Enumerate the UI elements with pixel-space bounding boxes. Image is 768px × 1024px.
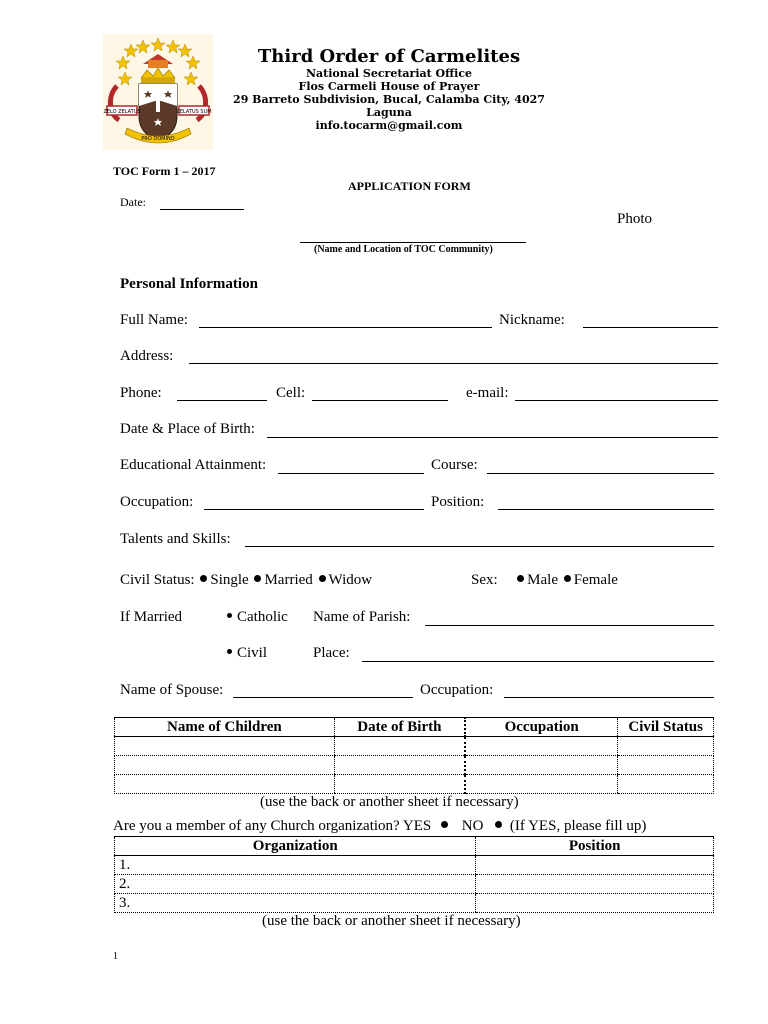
house-of-prayer: Flos Carmeli House of Prayer	[298, 80, 480, 93]
cell-label: Cell:	[276, 385, 306, 401]
nickname-field[interactable]	[583, 327, 718, 328]
photo-label: Photo	[617, 211, 653, 227]
single-option[interactable]: Single	[210, 572, 249, 588]
col-organization: Organization	[115, 837, 476, 856]
catholic-row	[227, 609, 288, 626]
date-field[interactable]	[160, 209, 244, 210]
table-cell[interactable]	[476, 875, 714, 894]
table-cell[interactable]: 2.	[115, 875, 476, 894]
organization-address: 29 Barreto Subdivision, Bucal, Calamba City, 4027 Laguna	[233, 93, 545, 119]
catholic-bullet[interactable]	[227, 613, 232, 618]
table-cell[interactable]	[476, 856, 714, 875]
birth-field[interactable]	[267, 437, 718, 438]
married-option[interactable]: Married	[264, 572, 313, 588]
parish-field[interactable]	[425, 625, 714, 626]
phone-label: Phone:	[120, 385, 162, 401]
table-row	[115, 737, 714, 756]
table-row	[115, 894, 714, 913]
church-table-header	[115, 837, 714, 856]
full-name-label: Full Name:	[120, 312, 188, 328]
table-cell[interactable]	[618, 737, 714, 756]
catholic-option[interactable]: Catholic	[237, 609, 288, 625]
position-field[interactable]	[498, 509, 714, 510]
address-label: Address:	[120, 348, 174, 364]
civil-option[interactable]: Civil	[237, 645, 268, 661]
table-row	[115, 775, 714, 794]
occupation-field[interactable]	[204, 509, 424, 510]
course-field[interactable]	[487, 473, 714, 474]
talents-field[interactable]	[245, 546, 714, 547]
civil-row	[227, 645, 267, 662]
parish-label: Name of Parish:	[313, 609, 411, 625]
no-option[interactable]: NO	[461, 818, 484, 834]
spouse-field[interactable]	[233, 697, 413, 698]
table-row	[115, 756, 714, 775]
community-field[interactable]	[300, 242, 526, 243]
date-label: Date:	[120, 195, 146, 209]
table-cell[interactable]: 3.	[115, 894, 476, 913]
carmelite-coat-of-arms-logo	[103, 34, 213, 150]
position-label: Position:	[431, 494, 485, 510]
church-question: Are you a member of any Church organization? YES	[113, 818, 432, 834]
col-occupation: Occupation	[465, 718, 618, 737]
table-cell[interactable]	[334, 737, 465, 756]
personal-information-heading: Personal Information	[120, 276, 258, 292]
spouse-occupation-field[interactable]	[504, 697, 714, 698]
table-cell[interactable]	[334, 756, 465, 775]
course-label: Course:	[431, 457, 478, 473]
church-question-row	[113, 818, 646, 835]
secretariat-office: National Secretariat Office	[305, 67, 473, 80]
page-number: 1	[113, 951, 118, 962]
civil-bullet[interactable]	[227, 649, 232, 654]
col-name-of-children: Name of Children	[115, 718, 335, 737]
church-instruction: (If YES, please fill up)	[509, 818, 647, 834]
col-civil-status: Civil Status	[618, 718, 714, 737]
sex-label: Sex:	[471, 572, 498, 588]
male-option[interactable]: Male	[527, 572, 558, 588]
logo-banner-right: ZELATUS SUM	[176, 109, 212, 115]
form-id: TOC Form 1 – 2017	[113, 164, 216, 178]
civil-status-row	[120, 572, 372, 589]
children-table	[114, 717, 714, 794]
col-position: Position	[476, 837, 714, 856]
table-row	[115, 875, 714, 894]
table-cell[interactable]	[465, 775, 618, 794]
table-cell[interactable]	[465, 756, 618, 775]
table-cell[interactable]	[334, 775, 465, 794]
no-option-bullet[interactable]	[495, 821, 502, 828]
yes-option-bullet[interactable]	[441, 821, 448, 828]
organization-email: info.tocarm@gmail.com	[315, 119, 463, 132]
email-field[interactable]	[515, 400, 718, 401]
table-cell[interactable]	[115, 737, 335, 756]
form-title: APPLICATION FORM	[348, 179, 471, 193]
table-cell[interactable]	[115, 756, 335, 775]
female-option-bullet[interactable]	[564, 575, 571, 582]
table-cell[interactable]	[618, 756, 714, 775]
single-option-bullet[interactable]	[200, 575, 207, 582]
church-note: (use the back or another sheet if necessary)	[262, 913, 521, 929]
table-cell[interactable]	[115, 775, 335, 794]
if-married-label: If Married	[120, 609, 183, 625]
male-option-bullet[interactable]	[517, 575, 524, 582]
community-caption: (Name and Location of TOC Community)	[314, 244, 493, 255]
table-cell[interactable]	[618, 775, 714, 794]
table-cell[interactable]: 1.	[115, 856, 476, 875]
full-name-field[interactable]	[199, 327, 492, 328]
organization-name: Third Order of Carmelites	[257, 46, 521, 67]
widow-option-bullet[interactable]	[319, 575, 326, 582]
widow-option[interactable]: Widow	[328, 572, 373, 588]
female-option[interactable]: Female	[573, 572, 618, 588]
spouse-occupation-label: Occupation:	[420, 682, 494, 698]
children-note: (use the back or another sheet if necessary)	[260, 794, 519, 810]
place-label: Place:	[313, 645, 350, 661]
children-table-header	[115, 718, 714, 737]
table-cell[interactable]	[476, 894, 714, 913]
table-row	[115, 856, 714, 875]
sex-row	[471, 572, 618, 589]
logo-banner-left: ZELO ZELATUS	[103, 109, 141, 115]
civil-status-label: Civil Status:	[120, 572, 195, 588]
married-option-bullet[interactable]	[254, 575, 261, 582]
spouse-label: Name of Spouse:	[120, 682, 224, 698]
birth-label: Date & Place of Birth:	[120, 421, 255, 437]
letterhead	[214, 46, 564, 132]
talents-label: Talents and Skills:	[120, 531, 231, 547]
occupation-label: Occupation:	[120, 494, 194, 510]
phone-field[interactable]	[177, 400, 267, 401]
table-cell[interactable]	[465, 737, 618, 756]
education-label: Educational Attainment:	[120, 457, 267, 473]
church-organization-table	[114, 836, 714, 913]
col-date-of-birth: Date of Birth	[334, 718, 465, 737]
nickname-label: Nickname:	[499, 312, 565, 328]
cell-field[interactable]	[312, 400, 448, 401]
education-field[interactable]	[278, 473, 424, 474]
address-field[interactable]	[189, 363, 718, 364]
logo-motto: PRO DOMINO	[141, 136, 175, 142]
email-label: e-mail:	[466, 385, 509, 401]
place-field[interactable]	[362, 661, 714, 662]
